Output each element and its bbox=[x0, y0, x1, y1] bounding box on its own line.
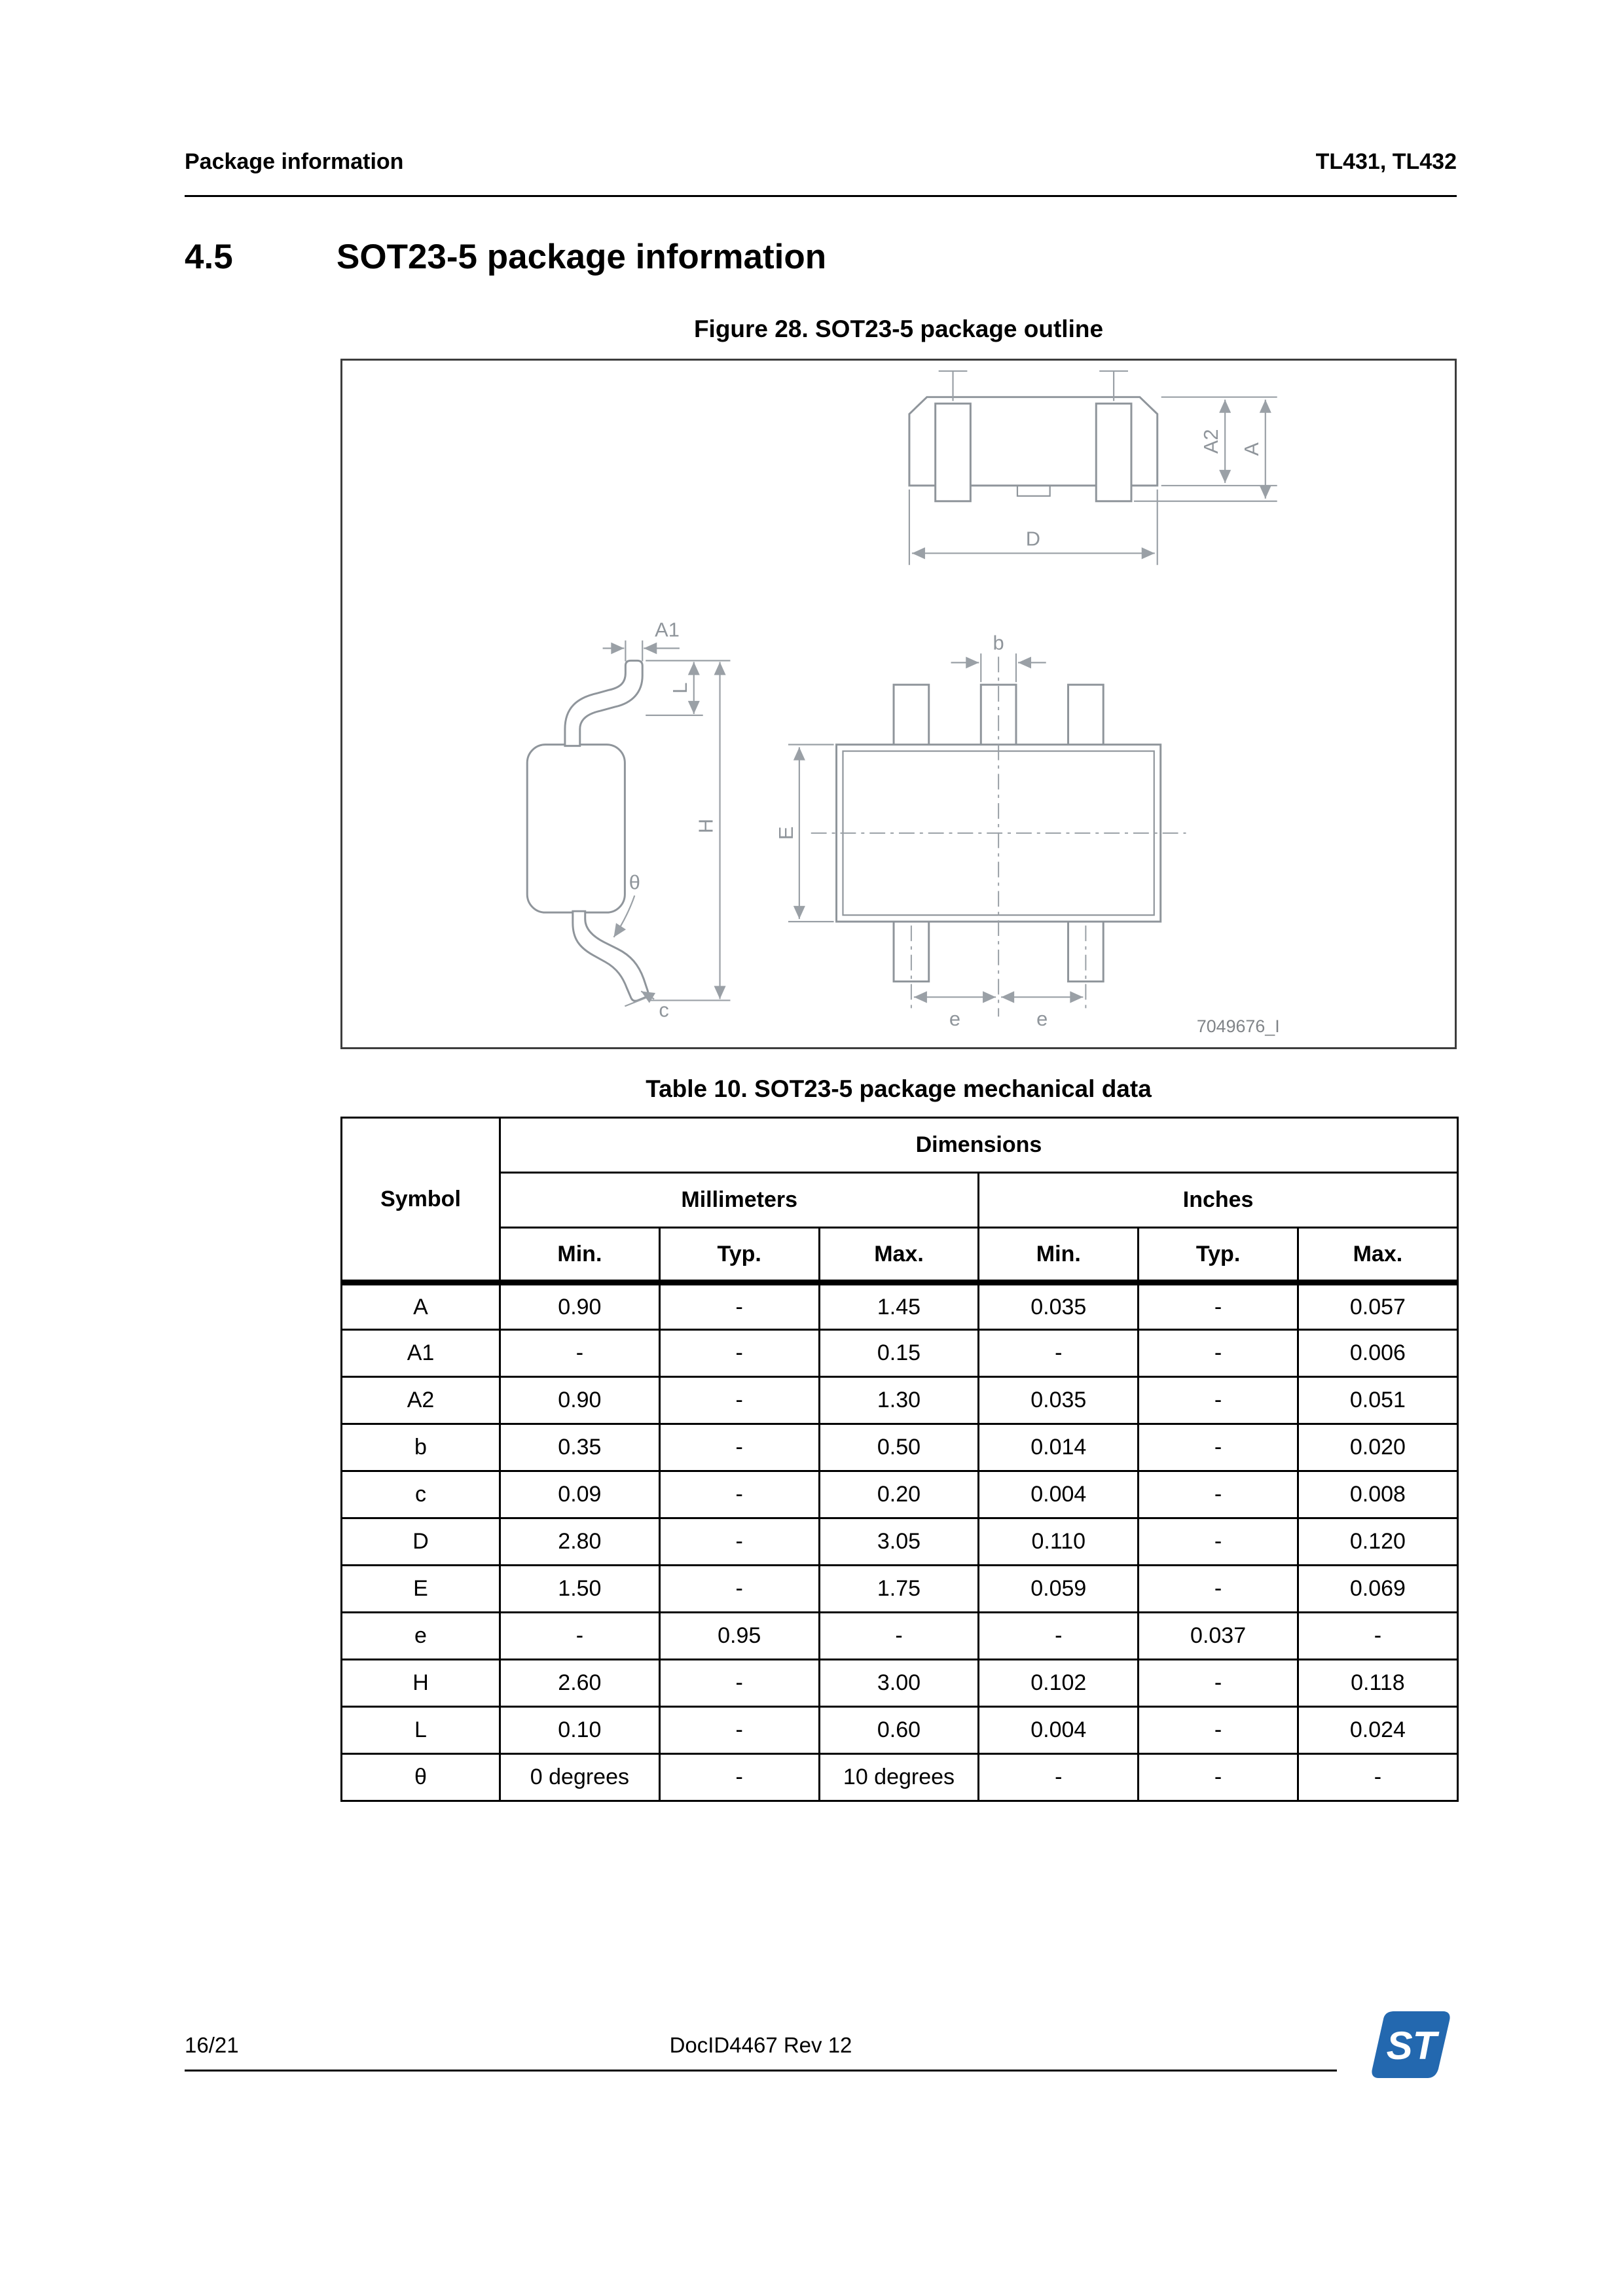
value-cell: 0.037 bbox=[1139, 1613, 1298, 1660]
value-cell: 0.035 bbox=[979, 1283, 1139, 1330]
value-cell: - bbox=[659, 1707, 819, 1754]
dimensions-header: Dimensions bbox=[500, 1118, 1458, 1173]
symbol-cell: θ bbox=[342, 1754, 500, 1801]
col-header-in-typ: Typ. bbox=[1139, 1228, 1298, 1283]
page-header bbox=[185, 149, 1457, 175]
value-cell: - bbox=[659, 1330, 819, 1377]
table-row bbox=[342, 1518, 1458, 1566]
value-cell: 1.75 bbox=[819, 1566, 979, 1613]
header-part-numbers: TL431, TL432 bbox=[1315, 149, 1457, 174]
footer-rule bbox=[185, 2070, 1337, 2072]
value-cell: 0.09 bbox=[500, 1471, 660, 1518]
symbol-cell: A bbox=[342, 1283, 500, 1330]
col-header-mm-typ: Typ. bbox=[659, 1228, 819, 1283]
value-cell: - bbox=[1139, 1283, 1298, 1330]
table-row bbox=[342, 1613, 1458, 1660]
value-cell: - bbox=[659, 1377, 819, 1424]
value-cell: - bbox=[979, 1754, 1139, 1801]
st-logo bbox=[1370, 2008, 1452, 2081]
value-cell: - bbox=[1139, 1707, 1298, 1754]
section-number: 4.5 bbox=[185, 238, 233, 276]
value-cell: - bbox=[1298, 1613, 1457, 1660]
table-row bbox=[342, 1283, 1458, 1330]
value-cell: - bbox=[1139, 1471, 1298, 1518]
value-cell: 0.006 bbox=[1298, 1330, 1457, 1377]
package-outline-drawing bbox=[342, 361, 1455, 1047]
value-cell: 0.15 bbox=[819, 1330, 979, 1377]
table-row bbox=[342, 1660, 1458, 1707]
value-cell: 0.10 bbox=[500, 1707, 660, 1754]
dim-label-e1: e bbox=[949, 1007, 961, 1031]
value-cell: 0.020 bbox=[1298, 1424, 1457, 1471]
dim-label-l: L bbox=[668, 682, 691, 694]
value-cell: 2.80 bbox=[500, 1518, 660, 1566]
symbol-cell: L bbox=[342, 1707, 500, 1754]
value-cell: - bbox=[1139, 1424, 1298, 1471]
value-cell: - bbox=[979, 1330, 1139, 1377]
table-row bbox=[342, 1377, 1458, 1424]
table-header-row-dimensions bbox=[342, 1118, 1458, 1173]
dim-label-a: A bbox=[1239, 442, 1263, 456]
table-row bbox=[342, 1707, 1458, 1754]
value-cell: - bbox=[659, 1471, 819, 1518]
value-cell: 0.024 bbox=[1298, 1707, 1457, 1754]
footer-doc-id: DocID4467 Rev 12 bbox=[669, 2033, 852, 2057]
value-cell: 1.50 bbox=[500, 1566, 660, 1613]
value-cell: 1.30 bbox=[819, 1377, 979, 1424]
value-cell: 10 degrees bbox=[819, 1754, 979, 1801]
symbol-cell: A2 bbox=[342, 1377, 500, 1424]
symbol-cell: H bbox=[342, 1660, 500, 1707]
table-row bbox=[342, 1566, 1458, 1613]
value-cell: 0.90 bbox=[500, 1377, 660, 1424]
side-view bbox=[527, 619, 730, 1022]
col-header-in-min: Min. bbox=[979, 1228, 1139, 1283]
table-row bbox=[342, 1424, 1458, 1471]
value-cell: 0.014 bbox=[979, 1424, 1139, 1471]
col-header-mm-max: Max. bbox=[819, 1228, 979, 1283]
table-header-row-minmax bbox=[342, 1228, 1458, 1283]
top-view bbox=[775, 631, 1186, 1030]
dim-label-a1: A1 bbox=[655, 618, 680, 641]
front-view bbox=[909, 371, 1277, 565]
footer-page-number: 16/21 bbox=[185, 2033, 239, 2057]
value-cell: 2.60 bbox=[500, 1660, 660, 1707]
dim-label-c: c bbox=[659, 998, 669, 1022]
value-cell: 0.20 bbox=[819, 1471, 979, 1518]
value-cell: 0.057 bbox=[1298, 1283, 1457, 1330]
table-caption: Table 10. SOT23-5 package mechanical data bbox=[646, 1075, 1152, 1102]
symbol-header: Symbol bbox=[342, 1118, 500, 1283]
value-cell: 0.120 bbox=[1298, 1518, 1457, 1566]
value-cell: 0.90 bbox=[500, 1283, 660, 1330]
value-cell: - bbox=[819, 1613, 979, 1660]
value-cell: 0.102 bbox=[979, 1660, 1139, 1707]
table-row bbox=[342, 1471, 1458, 1518]
dim-label-e2: e bbox=[1036, 1007, 1048, 1031]
header-rule bbox=[185, 195, 1457, 197]
value-cell: 0.035 bbox=[979, 1377, 1139, 1424]
value-cell: - bbox=[1139, 1518, 1298, 1566]
value-cell: 0.051 bbox=[1298, 1377, 1457, 1424]
drawing-reference: 7049676_I bbox=[1196, 1016, 1280, 1037]
symbol-cell: e bbox=[342, 1613, 500, 1660]
value-cell: 0.35 bbox=[500, 1424, 660, 1471]
value-cell: 0.059 bbox=[979, 1566, 1139, 1613]
value-cell: - bbox=[1139, 1660, 1298, 1707]
symbol-cell: E bbox=[342, 1566, 500, 1613]
value-cell: - bbox=[1139, 1377, 1298, 1424]
dim-label-h: H bbox=[694, 818, 718, 834]
dim-label-b: b bbox=[993, 631, 1004, 655]
col-header-in-max: Max. bbox=[1298, 1228, 1457, 1283]
symbol-cell: A1 bbox=[342, 1330, 500, 1377]
value-cell: 0.004 bbox=[979, 1471, 1139, 1518]
value-cell: 0.118 bbox=[1298, 1660, 1457, 1707]
value-cell: - bbox=[1139, 1754, 1298, 1801]
value-cell: - bbox=[659, 1566, 819, 1613]
value-cell: 0.004 bbox=[979, 1707, 1139, 1754]
value-cell: 0.008 bbox=[1298, 1471, 1457, 1518]
value-cell: - bbox=[1139, 1566, 1298, 1613]
value-cell: 0.95 bbox=[659, 1613, 819, 1660]
dim-label-d: D bbox=[1025, 527, 1040, 550]
section-heading bbox=[185, 237, 826, 277]
table-row bbox=[342, 1754, 1458, 1801]
value-cell: - bbox=[979, 1613, 1139, 1660]
col-header-mm-min: Min. bbox=[500, 1228, 660, 1283]
value-cell: - bbox=[500, 1330, 660, 1377]
value-cell: 3.00 bbox=[819, 1660, 979, 1707]
st-logo-text: ST bbox=[1386, 2024, 1437, 2068]
symbol-cell: c bbox=[342, 1471, 500, 1518]
figure-box bbox=[340, 359, 1457, 1049]
value-cell: 0.110 bbox=[979, 1518, 1139, 1566]
value-cell: 0.60 bbox=[819, 1707, 979, 1754]
value-cell: - bbox=[659, 1518, 819, 1566]
table-row bbox=[342, 1330, 1458, 1377]
value-cell: 0.50 bbox=[819, 1424, 979, 1471]
table-header-row-units bbox=[342, 1173, 1458, 1228]
value-cell: - bbox=[659, 1424, 819, 1471]
millimeters-header: Millimeters bbox=[500, 1173, 979, 1228]
value-cell: - bbox=[1298, 1754, 1457, 1801]
value-cell: 1.45 bbox=[819, 1283, 979, 1330]
value-cell: - bbox=[659, 1660, 819, 1707]
st-logo-graphic bbox=[1370, 2008, 1452, 2081]
value-cell: - bbox=[500, 1613, 660, 1660]
header-section-label: Package information bbox=[185, 149, 404, 174]
inches-header: Inches bbox=[979, 1173, 1457, 1228]
value-cell: - bbox=[1139, 1330, 1298, 1377]
symbol-cell: D bbox=[342, 1518, 500, 1566]
dim-label-e-body: E bbox=[774, 826, 797, 840]
value-cell: 0.069 bbox=[1298, 1566, 1457, 1613]
value-cell: - bbox=[659, 1283, 819, 1330]
value-cell: - bbox=[659, 1754, 819, 1801]
dim-label-a2: A2 bbox=[1199, 429, 1223, 454]
section-title: SOT23-5 package information bbox=[337, 238, 827, 276]
mechanical-data-table bbox=[340, 1117, 1459, 1802]
value-cell: 0 degrees bbox=[500, 1754, 660, 1801]
value-cell: 3.05 bbox=[819, 1518, 979, 1566]
dim-label-theta: θ bbox=[629, 870, 640, 894]
symbol-cell: b bbox=[342, 1424, 500, 1471]
figure-caption: Figure 28. SOT23-5 package outline bbox=[693, 315, 1104, 342]
